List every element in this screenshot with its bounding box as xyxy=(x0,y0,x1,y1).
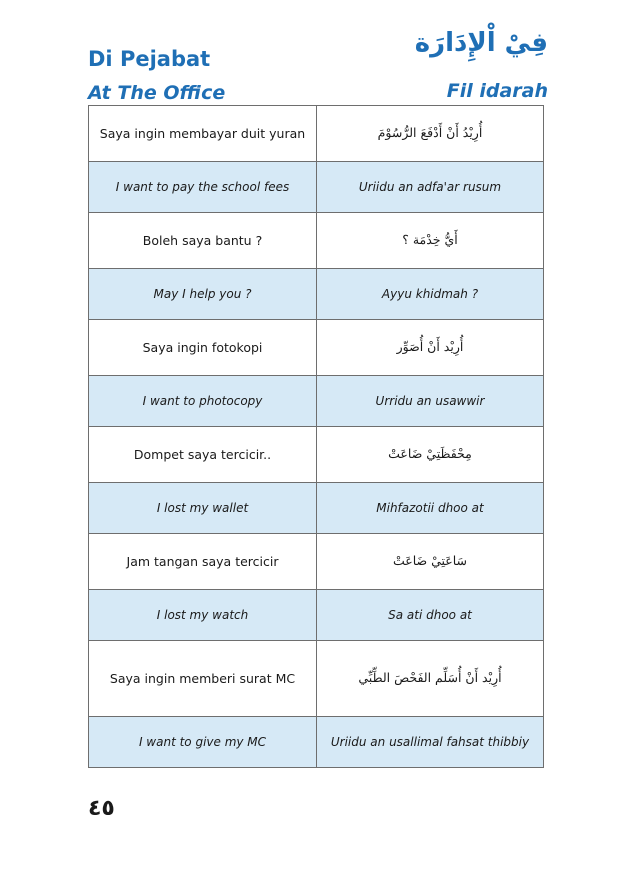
malay-phrase: Saya ingin memberi surat MC xyxy=(89,641,317,717)
translation-row xyxy=(89,269,544,320)
english-phrase: I lost my watch xyxy=(89,590,317,641)
english-phrase: I want to pay the school fees xyxy=(89,162,317,213)
english-phrase: I want to give my MC xyxy=(89,717,317,768)
arabic-phrase: مِحْفَظَتِيْ ضَاعَتْ xyxy=(317,427,544,483)
english-phrase: I want to photocopy xyxy=(89,376,317,427)
translation-row xyxy=(89,376,544,427)
phrase-row xyxy=(89,641,544,717)
arabic-phrase: أَيُّ خِدْمَة ؟ xyxy=(317,213,544,269)
page-number: ٤٥ xyxy=(88,796,115,821)
title-arabic: فِيْ اْلإِدَارَة xyxy=(414,28,548,58)
transliteration-phrase: Sa ati dhoo at xyxy=(317,590,544,641)
malay-phrase: Dompet saya tercicir.. xyxy=(89,427,317,483)
english-phrase: I lost my wallet xyxy=(89,483,317,534)
transliteration-phrase: Urridu an usawwir xyxy=(317,376,544,427)
arabic-phrase: سَاعَتِيْ ضَاعَتْ xyxy=(317,534,544,590)
english-phrase: May I help you ? xyxy=(89,269,317,320)
phrase-row xyxy=(89,427,544,483)
transliteration-phrase: Mihfazotii dhoo at xyxy=(317,483,544,534)
translation-row xyxy=(89,717,544,768)
malay-phrase: Jam tangan saya tercicir xyxy=(89,534,317,590)
phrase-row xyxy=(89,213,544,269)
malay-phrase: Saya ingin membayar duit yuran xyxy=(89,106,317,162)
translation-row xyxy=(89,483,544,534)
phrase-row xyxy=(89,106,544,162)
phrase-row xyxy=(89,534,544,590)
arabic-phrase: أُرِيْد أَنْ أُصَوِّر xyxy=(317,320,544,376)
phrase-row xyxy=(89,320,544,376)
transliteration-phrase: Uriidu an usallimal fahsat thibbiy xyxy=(317,717,544,768)
arabic-phrase: أُرِيْد أَنْ أُسَلِّم الفَحْصَ الطِّبِّي xyxy=(317,641,544,717)
translation-row xyxy=(89,590,544,641)
title-malay: Di Pejabat xyxy=(88,47,211,71)
malay-phrase: Saya ingin fotokopi xyxy=(89,320,317,376)
arabic-phrase: أُرِيْدُ أَنْ أَدْفَعَ الرُّسُوْمَ xyxy=(317,106,544,162)
title-transliteration: Fil idarah xyxy=(446,80,548,102)
phrase-table xyxy=(88,105,544,768)
title-english: At The Office xyxy=(88,82,226,104)
translation-row xyxy=(89,162,544,213)
transliteration-phrase: Ayyu khidmah ? xyxy=(317,269,544,320)
transliteration-phrase: Uriidu an adfa'ar rusum xyxy=(317,162,544,213)
malay-phrase: Boleh saya bantu ? xyxy=(89,213,317,269)
